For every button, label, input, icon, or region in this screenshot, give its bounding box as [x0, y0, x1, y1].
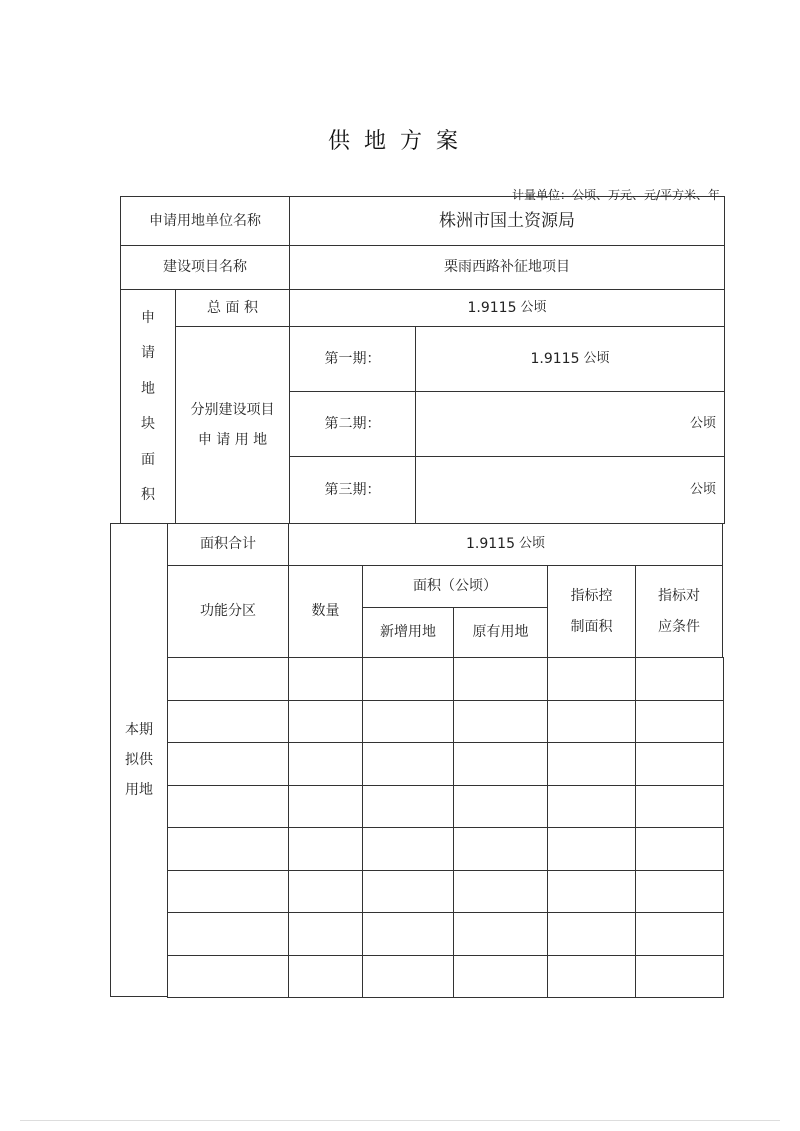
header-count: 数量	[288, 565, 363, 658]
table-cell	[547, 785, 636, 829]
supply-section-label	[110, 523, 168, 997]
area-sum-number: 1.9115	[465, 536, 515, 553]
table-cell	[547, 870, 636, 914]
area-section-char: 地	[141, 380, 155, 397]
header-zone: 功能分区	[167, 565, 289, 658]
table-cell	[167, 870, 289, 914]
area-section-char: 面	[141, 451, 155, 468]
table-cell	[453, 870, 548, 914]
table-cell	[288, 827, 363, 871]
table-cell	[453, 657, 548, 701]
table-cell	[288, 912, 363, 956]
table-cell	[635, 870, 724, 914]
header-indicator-area-line: 指标控	[570, 588, 613, 605]
total-area-unit: 公顷	[520, 299, 547, 315]
header-area-group: 面积（公顷）	[362, 565, 548, 608]
table-cell	[453, 785, 548, 829]
header-indicator-cond-line: 应条件	[658, 618, 700, 635]
area-section-char: 积	[141, 487, 155, 504]
table-cell	[167, 912, 289, 956]
table-cell	[288, 870, 363, 914]
table-cell	[635, 912, 724, 956]
page-bottom-rule	[20, 1120, 780, 1121]
table-cell	[635, 827, 724, 871]
total-area-value	[289, 289, 725, 327]
table-cell	[288, 700, 363, 744]
document-title: 供地方案	[327, 129, 472, 154]
phase-2-unit: 公顷	[689, 415, 716, 431]
table-cell	[288, 742, 363, 786]
table-cell	[635, 785, 724, 829]
table-cell	[635, 742, 724, 786]
header-indicator-cond	[635, 565, 723, 658]
area-sum-label: 面积合计	[167, 523, 289, 566]
table-cell	[167, 785, 289, 829]
table-cell	[635, 657, 724, 701]
table-cell	[362, 657, 454, 701]
area-section-label	[120, 289, 176, 524]
header-existing-land: 原有用地	[453, 607, 548, 658]
total-area-number: 1.9115	[467, 299, 517, 316]
phase-2-value	[415, 391, 725, 457]
table-cell	[635, 955, 724, 999]
phase-3-label: 第三期：	[289, 456, 416, 524]
phase-2-label: 第二期：	[289, 391, 416, 457]
phase-3-unit: 公顷	[689, 481, 716, 497]
table-cell	[453, 955, 548, 999]
applicant-label: 申请用地单位名称	[120, 196, 290, 246]
table-cell	[453, 700, 548, 744]
table-cell	[547, 742, 636, 786]
area-section-char: 请	[141, 345, 155, 362]
table-cell	[547, 700, 636, 744]
phase-1-number: 1.9115	[530, 350, 580, 367]
table-cell	[362, 870, 454, 914]
header-indicator-area-line: 制面积	[570, 618, 613, 635]
phases-label-line: 申 请 用 地	[197, 432, 268, 448]
project-value: 栗雨西路补征地项目	[289, 245, 725, 290]
table-cell	[288, 657, 363, 701]
phases-label-line: 分别建设项目	[190, 401, 275, 418]
table-cell	[547, 657, 636, 701]
table-cell	[167, 657, 289, 701]
table-cell	[547, 955, 636, 999]
table-cell	[362, 955, 454, 999]
table-cell	[635, 700, 724, 744]
area-section-char: 块	[141, 416, 155, 433]
table-cell	[547, 912, 636, 956]
table-cell	[453, 912, 548, 956]
applicant-value: 株洲市国土资源局	[289, 196, 725, 246]
supply-section-line: 本期	[125, 721, 153, 738]
phase-1-label: 第一期：	[289, 326, 416, 392]
phase-1-unit: 公顷	[583, 350, 610, 366]
area-sum-unit: 公顷	[518, 536, 545, 552]
table-cell	[362, 700, 454, 744]
table-cell	[453, 742, 548, 786]
table-cell	[362, 785, 454, 829]
supply-section-line: 拟供	[125, 751, 153, 768]
table-cell	[167, 955, 289, 999]
units-note: 计量单位：公顷、万元、元/平方米、年	[511, 188, 720, 202]
total-area-label: 总 面 积	[175, 289, 290, 327]
phases-label	[175, 326, 290, 524]
table-cell	[362, 742, 454, 786]
header-new-land: 新增用地	[362, 607, 454, 658]
phase-3-value	[415, 456, 725, 524]
table-cell	[547, 827, 636, 871]
supply-section-line: 用地	[125, 782, 153, 799]
table-cell	[453, 827, 548, 871]
area-section-char: 申	[141, 309, 155, 326]
area-sum-value	[288, 523, 723, 566]
table-cell	[288, 785, 363, 829]
table-cell	[288, 955, 363, 999]
table-cell	[362, 912, 454, 956]
table-cell	[167, 700, 289, 744]
header-indicator-area	[547, 565, 636, 658]
phase-1-value	[415, 326, 725, 392]
table-cell	[362, 827, 454, 871]
table-cell	[167, 742, 289, 786]
table-cell	[167, 827, 289, 871]
project-label: 建设项目名称	[120, 245, 290, 290]
header-indicator-cond-line: 指标对	[658, 588, 700, 605]
